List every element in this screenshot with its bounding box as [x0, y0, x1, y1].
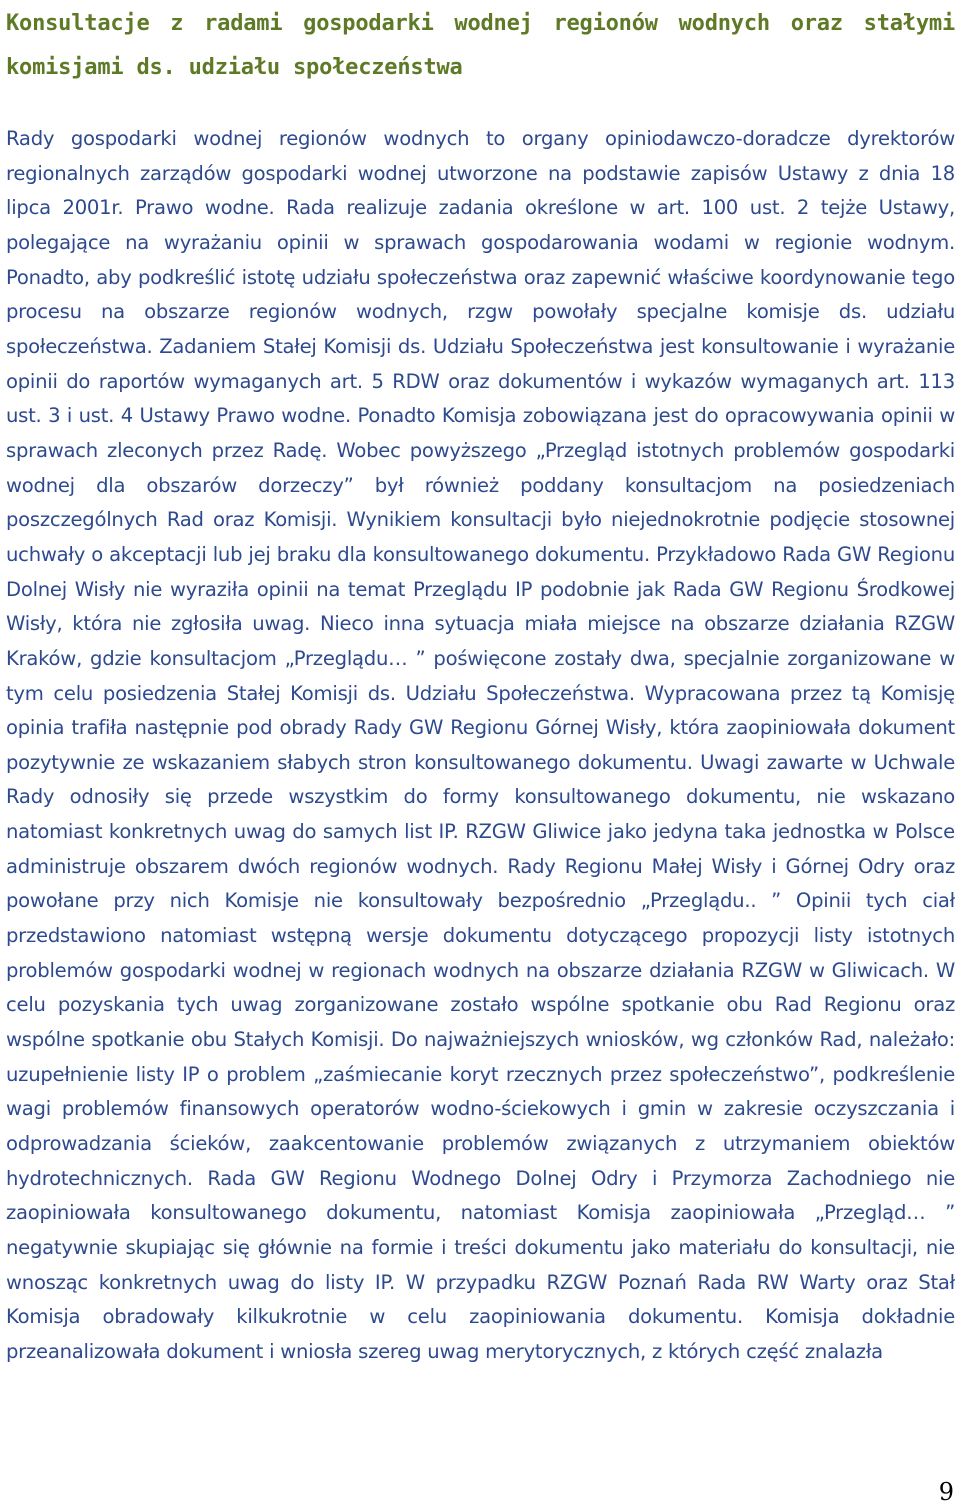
page-number: 9 — [938, 1478, 954, 1506]
page-content — [6, 0, 955, 1370]
body-paragraph: Rady gospodarki wodnej regionów wodnych to organy opiniodawczo-doradcze dyrektorów regionalnych zarządów gospodarki wodnej utworzone na podstawie zapisów Ustawy z dnia 18 lipca 2001r. Prawo wodne. Rada realizuje zadania określone w art. 100 ust. 2 tejże Ustawy, polegające na wyrażaniu opinii w sprawach gospodarowania wodami w regionie wodnym. Ponadto, aby podkreślić istotę udziału społeczeństwa oraz zapewnić właściwe koordynowanie tego procesu na obszarze regionów wodnych, rzgw powołały specjalne komisje ds. udziału społeczeństwa. Zadaniem Stałej Komisji ds. Udziału Społeczeństwa jest konsultowanie i wyrażanie opinii do raportów wymaganych art. 5 RDW oraz dokumentów i wykazów wymaganych art. 113 ust. 3 i ust. 4 Ustawy Prawo wodne. Ponadto Komisja zobowiązana jest do opracowywania opinii w sprawach zleconych przez Radę. Wobec powyższego „Przegląd istotnych problemów gospodarki wodnej dla obszarów dorzeczy” był również poddany konsultacjom na posiedzeniach poszczególnych Rad oraz Komisji. Wynikiem konsultacji było niejednokrotnie podjęcie stosownej uchwały o akceptacji lub jej braku dla konsultowanego dokumentu. Przykładowo Rada GW Regionu Dolnej Wisły nie wyraziła opinii na temat Przeglądu IP podobnie jak Rada GW Regionu Środkowej Wisły, która nie zgłosiła uwag. Nieco inna sytuacja miała miejsce na obszarze działania RZGW Kraków, gdzie konsultacjom „Przeglądu… ” poświęcone zostały dwa, specjalnie zorganizowane w tym celu posiedzenia Stałej Komisji ds. Udziału Społeczeństwa. Wypracowana przez tą Komisję opinia trafiła następnie pod obrady Rady GW Regionu Górnej Wisły, która zaopiniowała dokument pozytywnie ze wskazaniem słabych stron konsultowanego dokumentu. Uwagi zawarte w Uchwale Rady odnosiły się przede wszystkim do formy konsultowanego dokumentu, nie wskazano natomiast konkretnych uwag do samych list IP. RZGW Gliwice jako jedyna taka jednostka w Polsce administruje obszarem dwóch regionów wodnych. Rady Regionu Małej Wisły i Górnej Odry oraz powołane przy nich Komisje nie konsultowały bezpośrednio „Przeglądu.. ” Opinii tych ciał przedstawiono natomiast wstępną wersje dokumentu dotyczącego propozycji listy istotnych problemów gospodarki wodnej w regionach wodnych na obszarze działania RZGW w Gliwicach. W celu pozyskania tych uwag zorganizowane zostało wspólne spotkanie obu Rad Regionu oraz wspólne spotkanie obu Stałych Komisji. Do najważniejszych wniosków, wg członków Rad, należało: uzupełnienie listy IP o problem „zaśmiecanie koryt rzecznych przez społeczeństwo”, podkreślenie wagi problemów finansowych operatorów wodno-ściekowych i gmin w zakresie oczyszczania i odprowadzania ścieków, zaakcentowanie problemów związanych z utrzymaniem obiektów hydrotechnicznych. Rada GW Regionu Wodnego Dolnej Odry i Przymorza Zachodniego nie zaopiniowała konsultowanego dokumentu, natomiast Komisja zaopiniowała „Przegląd… ” negatywnie skupiając się głównie na formie i treści dokumentu jako materiału do konsultacji, nie wnosząc konkretnych uwag do listy IP. W przypadku RZGW Poznań Rada RW Warty oraz Stał Komisja obradowały kilkukrotnie w celu zaopiniowania dokumentu. Komisja dokładnie przeanalizowała dokument i wniosła szereg uwag merytorycznych, z których część znalazła — [6, 127, 955, 1363]
section-heading: Konsultacje z radami gospodarki wodnej regionów wodnych oraz stałymi komisjami ds. udziału społeczeństwa — [6, 11, 955, 80]
